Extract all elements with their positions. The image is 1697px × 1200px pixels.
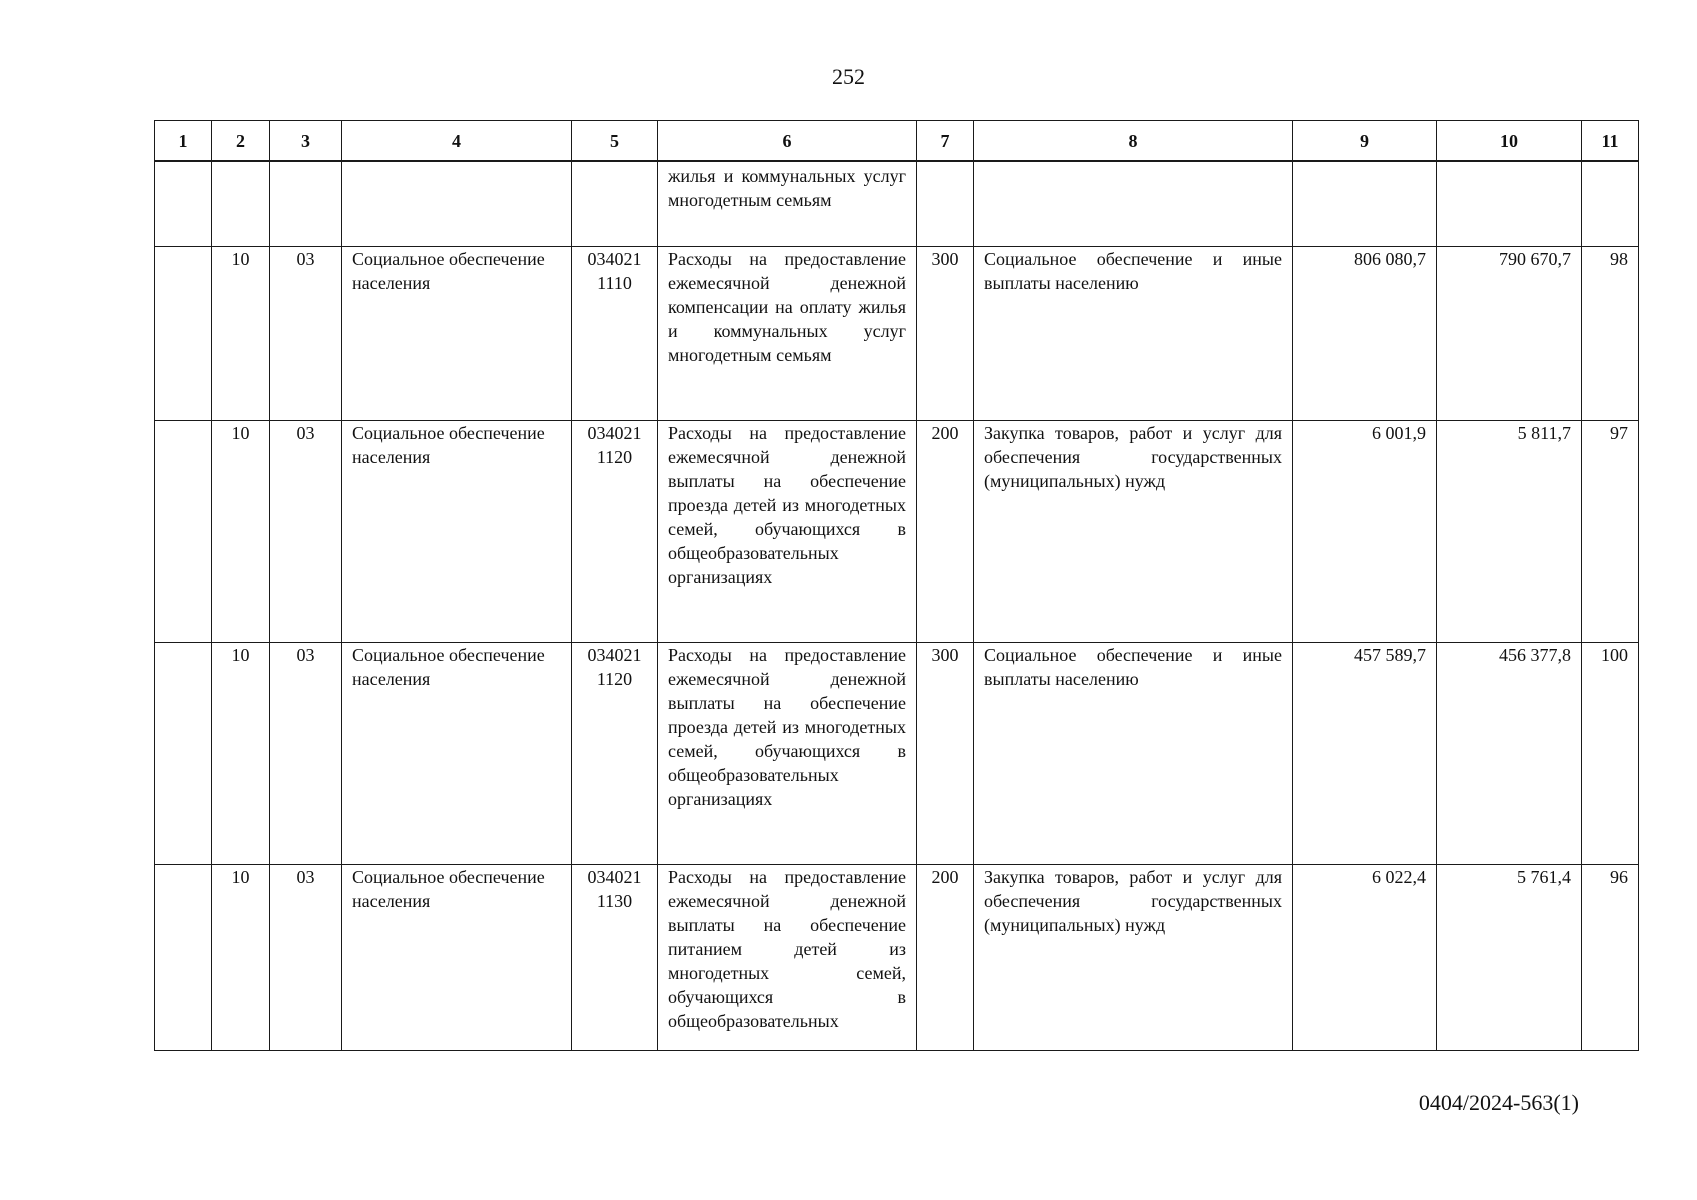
column-header: 6 [658,121,917,162]
column-header: 4 [342,121,572,162]
cell-subsection: 03 [270,643,342,865]
cell-percent [1582,161,1639,247]
column-header: 1 [155,121,212,162]
cell-col1 [155,865,212,1051]
cell-section: 10 [212,421,270,643]
column-header: 3 [270,121,342,162]
cell-subsection-name: Социальное обеспечение населения [342,643,572,865]
cell-percent: 98 [1582,247,1639,421]
cell-section: 10 [212,865,270,1051]
page-number: 252 [832,64,865,89]
cell-executed: 456 377,8 [1437,643,1582,865]
table-row [155,643,1639,865]
cell-col1 [155,643,212,865]
table-row [155,247,1639,421]
cell-target-name: Расходы на предоставление ежемесячной денежной выплаты на обеспечение питанием детей из многодетных семей, обучающихся в общеобразовательных [658,865,917,1051]
cell-planned: 457 589,7 [1293,643,1437,865]
column-header: 10 [1437,121,1582,162]
cell-executed: 790 670,7 [1437,247,1582,421]
cell-target-name: жилья и коммунальных услуг многодетным семьям [658,161,917,247]
column-header: 11 [1582,121,1639,162]
cell-subsection-name: Социальное обеспечение населения [342,865,572,1051]
cell-subsection [270,161,342,247]
cell-expense-type-name: Социальное обеспечение и иные выплаты населению [974,247,1293,421]
cell-expense-type-name: Социальное обеспечение и иные выплаты населению [974,643,1293,865]
cell-expense-type: 300 [917,643,974,865]
cell-planned: 806 080,7 [1293,247,1437,421]
cell-executed: 5 811,7 [1437,421,1582,643]
cell-target-code: 034021 1110 [572,247,658,421]
cell-subsection: 03 [270,865,342,1051]
cell-percent: 100 [1582,643,1639,865]
cell-expense-type: 200 [917,421,974,643]
cell-subsection-name [342,161,572,247]
cell-subsection: 03 [270,421,342,643]
cell-expense-type-name [974,161,1293,247]
cell-section: 10 [212,247,270,421]
cell-expense-type-name: Закупка товаров, работ и услуг для обеспечения государственных (муниципальных) нужд [974,865,1293,1051]
cell-target-code: 034021 1130 [572,865,658,1051]
cell-executed: 5 761,4 [1437,865,1582,1051]
document-code: 0404/2024-563(1) [1418,1090,1579,1115]
cell-planned: 6 022,4 [1293,865,1437,1051]
cell-col1 [155,247,212,421]
cell-section: 10 [212,643,270,865]
cell-target-name: Расходы на предоставление ежемесячной денежной выплаты на обеспечение проезда детей из многодетных семей, обучающихся в общеобразовательных организациях [658,421,917,643]
budget-table [154,120,1639,1051]
cell-planned [1293,161,1437,247]
cell-col1 [155,161,212,247]
cell-subsection-name: Социальное обеспечение населения [342,247,572,421]
column-header: 5 [572,121,658,162]
cell-expense-type: 300 [917,247,974,421]
cell-executed [1437,161,1582,247]
cell-percent: 97 [1582,421,1639,643]
cell-expense-type-name: Закупка товаров, работ и услуг для обеспечения государственных (муниципальных) нужд [974,421,1293,643]
cell-expense-type [917,161,974,247]
cell-target-name: Расходы на предоставление ежемесячной денежной компенсации на оплату жилья и коммунальных услуг многодетным семьям [658,247,917,421]
cell-subsection: 03 [270,247,342,421]
table-row [155,421,1639,643]
cell-target-code [572,161,658,247]
table-header-row [155,121,1639,162]
cell-subsection-name: Социальное обеспечение населения [342,421,572,643]
table-row [155,865,1639,1051]
cell-percent: 96 [1582,865,1639,1051]
cell-section [212,161,270,247]
cell-target-code: 034021 1120 [572,643,658,865]
column-header: 7 [917,121,974,162]
column-header: 8 [974,121,1293,162]
cell-target-code: 034021 1120 [572,421,658,643]
cell-planned: 6 001,9 [1293,421,1437,643]
column-header: 9 [1293,121,1437,162]
table-row [155,161,1639,247]
cell-target-name: Расходы на предоставление ежемесячной денежной выплаты на обеспечение проезда детей из многодетных семей, обучающихся в общеобразовательных организациях [658,643,917,865]
column-header: 2 [212,121,270,162]
cell-expense-type: 200 [917,865,974,1051]
cell-col1 [155,421,212,643]
